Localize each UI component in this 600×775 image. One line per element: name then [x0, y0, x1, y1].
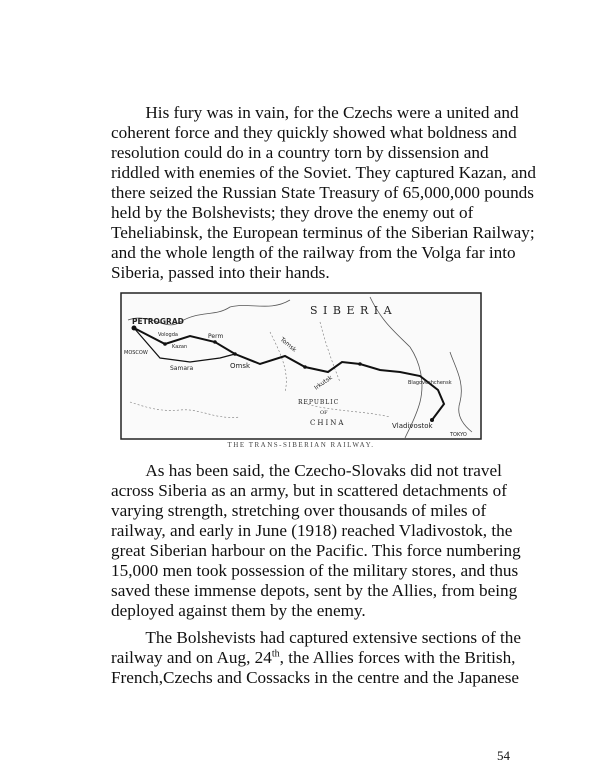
- map-label-republic: REPUBLIC: [298, 399, 340, 406]
- map-label-kazan: Kazan: [172, 344, 188, 350]
- paragraph-czech-journey: [111, 461, 541, 621]
- page-number: 54: [497, 748, 510, 763]
- map-label-blagoveshchensk: Blagoveshchensk: [408, 380, 452, 386]
- map-label-vologda: Vologda: [158, 332, 178, 338]
- trans-siberian-railway-map: [120, 292, 482, 440]
- map-label-omsk: Omsk: [230, 362, 251, 370]
- map-label-petrograd: PETROGRAD: [132, 317, 184, 326]
- paragraph-czech-journey-text: As has been said, the Czecho-Slovaks did not travel across Siberia as an army, but in scattered detachments of varying strength, stretching over thousands of miles of railway, and early in June (1918) reached Vladivostok, the great Siberian harbour on the Pacific. This force numbering 15,000 men took possession of the military stores, and thus saved these immense depots, sent by the Allies, from being deployed against them by the enemy.: [111, 461, 521, 620]
- map-label-tomsk: Tomsk: [278, 336, 298, 354]
- map-label-irkutsk: Irkutsk: [313, 374, 334, 392]
- paragraph-bolshevist-railway: [111, 628, 541, 688]
- paragraph-czech-advance: [111, 103, 541, 283]
- map-label-siberia: S I B E R I A: [310, 304, 393, 317]
- map-label-perm: Perm: [208, 333, 224, 340]
- map-label-of: OF: [320, 410, 328, 416]
- paragraph-bolshevist-railway-text-a: The Bolshevists had captured extensive sections of the railway and on Aug, 24: [111, 628, 522, 667]
- map-label-samara: Samara: [170, 365, 194, 372]
- map-label-vladivostok: Vladivostok: [392, 422, 433, 430]
- map-caption: THE TRANS-SIBERIAN RAILWAY.: [227, 441, 375, 449]
- map-label-moscow: MOSCOW: [124, 350, 148, 356]
- paragraph-bolshevist-railway-text-b: , the Allies forces with the British, French,Czechs and Cossacks in the centre and the Japanese: [111, 648, 520, 687]
- paragraph-czech-advance-text: His fury was in vain, for the Czechs were a united and coherent force and they quickly showed what boldness and resolution could do in a country torn by dissension and riddled with enemies of the Soviet. They captured Kazan, and there seized the Russian State Treasury of 65,000,000 pounds held by the Bolshevists; they drove the enemy out of Teheliabinsk, the European terminus of the Siberian Railway; and the whole length of the railway from the Volga far into Siberia, passed into their hands.: [111, 103, 536, 282]
- map-label-china: CHINA: [310, 419, 346, 427]
- date-ordinal-superscript: th: [271, 648, 280, 660]
- map-label-tokyo: TOKYO: [450, 432, 467, 438]
